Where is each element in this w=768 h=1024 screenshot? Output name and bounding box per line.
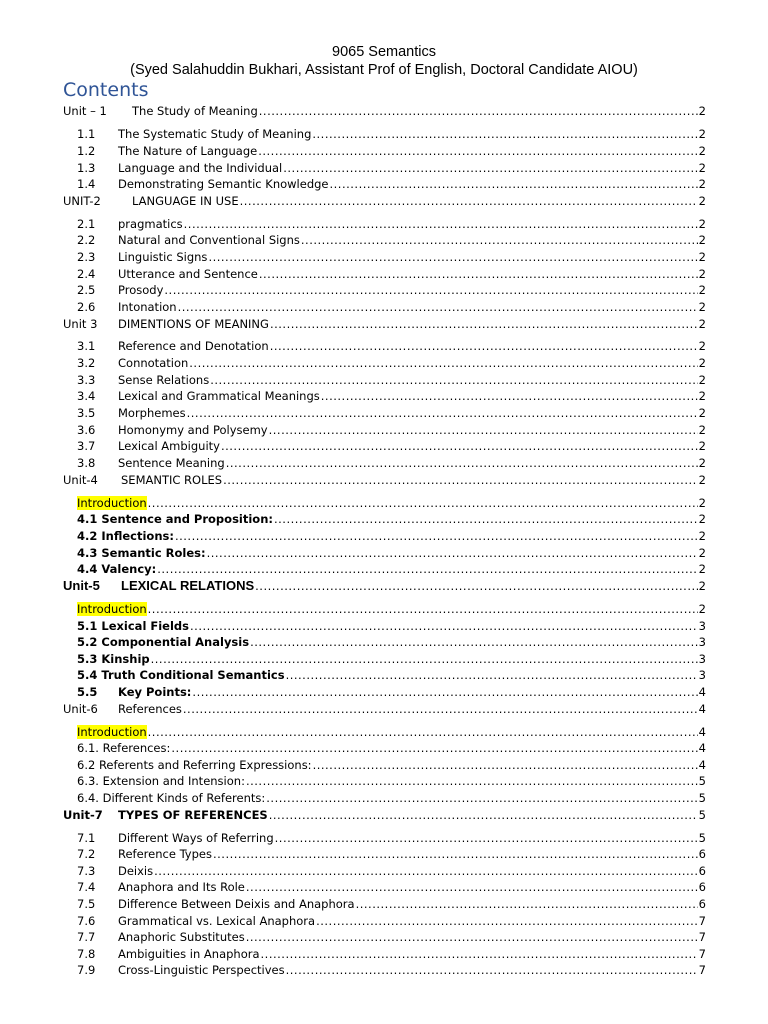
toc-entry-number: 3.6: [77, 423, 96, 437]
toc-entry-page: 2: [698, 217, 706, 231]
toc-entry-page: 2: [698, 127, 706, 141]
toc-leader-dots: [259, 104, 698, 118]
toc-entry[interactable]: [63, 102, 706, 118]
toc-entry-title: LANGUAGE IN USE: [132, 194, 239, 208]
toc-entry-title: Anaphoric Substitutes: [118, 930, 245, 944]
toc-entry[interactable]: [77, 421, 706, 437]
toc-entry-page: 2: [698, 373, 706, 387]
toc-entry-page: 3: [698, 668, 706, 682]
toc-entry-number: 3.3: [77, 373, 96, 387]
toc-entry-number: 2.5: [77, 283, 96, 297]
toc-entry-page: 2: [698, 529, 706, 543]
toc-entry-title: LEXICAL RELATIONS: [121, 578, 255, 593]
toc-entry-number: 3.4: [77, 389, 96, 403]
toc-entry-page: 2: [698, 317, 706, 331]
toc-entry[interactable]: [63, 192, 706, 208]
toc-entry[interactable]: [77, 723, 706, 739]
toc-entry-number: Unit-5: [63, 578, 100, 593]
toc-entry-number: 5.5: [77, 685, 98, 699]
toc-entry-number: 1.4: [77, 177, 96, 191]
toc-entry-page: 7: [698, 914, 706, 928]
toc-entry-page: 4: [698, 685, 706, 699]
toc-entry-page: 4: [698, 725, 706, 739]
toc-entry-number: 2.2: [77, 233, 96, 247]
toc-entry-page: 2: [698, 406, 706, 420]
toc-entry-page: 4: [698, 741, 706, 755]
toc-entry[interactable]: [77, 650, 706, 666]
toc-leader-dots: [250, 635, 698, 649]
toc-entry-page: 2: [698, 339, 706, 353]
toc-entry-title: Language and the Individual: [118, 161, 283, 175]
toc-entry[interactable]: [77, 437, 706, 453]
toc-entry-page: 2: [698, 250, 706, 264]
toc-entry-number: 1.1: [77, 127, 96, 141]
toc-entry[interactable]: [77, 829, 706, 845]
toc-entry-number: 2.3: [77, 250, 96, 264]
toc-entry-page: 2: [698, 104, 706, 118]
toc-entry[interactable]: [77, 215, 706, 231]
toc-entry-number: Unit-4: [63, 473, 98, 487]
toc-entry-number: 7.3: [77, 864, 96, 878]
toc-entry-page: 2: [698, 177, 706, 191]
toc-entry[interactable]: [77, 265, 706, 281]
toc-entry-title: 5.3 Kinship: [77, 652, 150, 666]
toc-entry[interactable]: [77, 371, 706, 387]
toc-entry[interactable]: [77, 756, 706, 772]
toc-entry[interactable]: [77, 633, 706, 649]
toc-leader-dots: [316, 914, 698, 928]
toc-entry-number: 7.9: [77, 963, 96, 977]
toc-entry-title: Connotation: [118, 356, 189, 370]
toc-entry-number: Unit-6: [63, 702, 98, 716]
toc-entry[interactable]: [77, 494, 706, 510]
toc-entry-page: 2: [698, 423, 706, 437]
toc-entry-page: 2: [698, 144, 706, 158]
toc-entry-title: Introduction: [77, 496, 147, 510]
document-title: 9065 Semantics: [332, 44, 436, 60]
toc-entry-title: Linguistic Signs: [118, 250, 208, 264]
toc-entry-page: 5: [698, 774, 706, 788]
toc-leader-dots: [221, 439, 698, 453]
toc-entry-number: 1.2: [77, 144, 96, 158]
toc-entry-number: 7.7: [77, 930, 96, 944]
toc-entry[interactable]: [77, 739, 706, 755]
toc-entry-page: 7: [698, 963, 706, 977]
toc-entry[interactable]: [63, 806, 706, 822]
toc-entry[interactable]: [77, 454, 706, 470]
toc-entry-title: 4.2 Inflections:: [77, 529, 174, 543]
toc-entry-title: 6.3. Extension and Intension:: [77, 774, 245, 788]
toc-entry-page: 7: [698, 947, 706, 961]
toc-leader-dots: [151, 652, 698, 666]
toc-entry[interactable]: [77, 666, 706, 682]
toc-entry-page: 2: [698, 194, 706, 208]
toc-entry-title: The Study of Meaning: [132, 104, 258, 118]
toc-leader-dots: [269, 423, 698, 437]
toc-entry-number: 2.6: [77, 300, 96, 314]
toc-leader-dots: [184, 217, 698, 231]
toc-entry[interactable]: [77, 544, 706, 560]
toc-entry-number: 7.2: [77, 847, 96, 861]
toc-entry-page: 5: [698, 791, 706, 805]
toc-entry[interactable]: [77, 945, 706, 961]
toc-entry[interactable]: [77, 387, 706, 403]
toc-entry[interactable]: [63, 471, 706, 487]
toc-entry[interactable]: [77, 404, 706, 420]
toc-entry-page: 7: [698, 930, 706, 944]
toc-entry[interactable]: [77, 527, 706, 543]
toc-entry[interactable]: [77, 617, 706, 633]
toc-entry[interactable]: [77, 231, 706, 247]
toc-leader-dots: [255, 579, 698, 593]
toc-leader-dots: [269, 808, 698, 822]
toc-entry-title: Natural and Conventional Signs: [118, 233, 300, 247]
toc-entry-title: Reference and Denotation: [118, 339, 269, 353]
toc-leader-dots: [226, 456, 698, 470]
toc-entry-number: Unit 3: [63, 317, 98, 331]
toc-entry-number: 2.1: [77, 217, 96, 231]
toc-entry-title: 6.4. Different Kinds of Referents:: [77, 791, 266, 805]
toc-leader-dots: [148, 725, 698, 739]
toc-leader-dots: [157, 562, 697, 576]
toc-entry-title: Lexical Ambiguity: [118, 439, 220, 453]
toc-leader-dots: [312, 127, 697, 141]
toc-entry[interactable]: [77, 281, 706, 297]
toc-entry-page: 3: [698, 619, 706, 633]
contents-heading: Contents: [63, 79, 149, 101]
toc-leader-dots: [171, 741, 697, 755]
toc-entry-title: The Nature of Language: [118, 144, 258, 158]
toc-entry-title: 6.2 Referents and Referring Expressions:: [77, 758, 312, 772]
toc-entry-number: 7.5: [77, 897, 96, 911]
toc-entry-page: 4: [698, 702, 706, 716]
toc-entry-title: 5.2 Componential Analysis: [77, 635, 250, 649]
toc-entry[interactable]: [77, 125, 706, 141]
toc-entry-page: 2: [698, 546, 706, 560]
toc-leader-dots: [270, 317, 698, 331]
toc-entry-title: Intonation: [118, 300, 177, 314]
toc-entry-page: 2: [698, 356, 706, 370]
toc-leader-dots: [223, 473, 698, 487]
toc-leader-dots: [356, 897, 698, 911]
toc-entry[interactable]: [77, 928, 706, 944]
toc-entry-title: Different Ways of Referring: [118, 831, 274, 845]
toc-leader-dots: [148, 496, 698, 510]
toc-entry[interactable]: [77, 895, 706, 911]
toc-entry-number: 1.3: [77, 161, 96, 175]
toc-entry-title: 6.1. References:: [77, 741, 171, 755]
toc-entry-number: 7.1: [77, 831, 96, 845]
toc-leader-dots: [210, 373, 697, 387]
toc-entry-page: 6: [698, 880, 706, 894]
toc-entry-page: 2: [698, 233, 706, 247]
toc-entry-title: Utterance and Sentence: [118, 267, 258, 281]
toc-entry-page: 6: [698, 897, 706, 911]
toc-leader-dots: [189, 356, 697, 370]
toc-leader-dots: [207, 546, 698, 560]
toc-entry-title: 4.1 Sentence and Proposition:: [77, 512, 273, 526]
toc-entry-title: SEMANTIC ROLES: [121, 473, 223, 487]
toc-entry[interactable]: [63, 700, 706, 716]
toc-entry-title: 5.4 Truth Conditional Semantics: [77, 668, 285, 682]
toc-entry-page: 2: [698, 439, 706, 453]
toc-entry-title: Prosody: [118, 283, 164, 297]
toc-entry-title: Key Points:: [118, 685, 192, 699]
toc-leader-dots: [266, 791, 697, 805]
toc-entry-page: 2: [698, 283, 706, 297]
toc-entry-number: 3.8: [77, 456, 96, 470]
toc-leader-dots: [259, 267, 698, 281]
toc-entry-title: Morphemes: [118, 406, 186, 420]
toc-entry[interactable]: [77, 159, 706, 175]
toc-entry-number: 3.5: [77, 406, 96, 420]
toc-entry-title: Sentence Meaning: [118, 456, 225, 470]
toc-leader-dots: [175, 529, 698, 543]
toc-entry[interactable]: [77, 878, 706, 894]
toc-leader-dots: [213, 847, 698, 861]
toc-leader-dots: [261, 947, 698, 961]
toc-leader-dots: [330, 177, 698, 191]
toc-entry[interactable]: [63, 315, 706, 331]
toc-entry[interactable]: [63, 577, 706, 593]
toc-entry[interactable]: [77, 845, 706, 861]
toc-leader-dots: [208, 250, 697, 264]
toc-entry-page: 2: [698, 389, 706, 403]
toc-entry-page: 5: [698, 831, 706, 845]
toc-entry-page: 2: [698, 602, 706, 616]
toc-entry[interactable]: [77, 248, 706, 264]
toc-entry-number: 2.4: [77, 267, 96, 281]
toc-entry[interactable]: [77, 175, 706, 191]
toc-entry-title: Reference Types: [118, 847, 212, 861]
toc-entry-title: Cross-Linguistic Perspectives: [118, 963, 285, 977]
toc-entry-title: 5.1 Lexical Fields: [77, 619, 190, 633]
toc-entry-title: Anaphora and Its Role: [118, 880, 245, 894]
toc-leader-dots: [190, 619, 698, 633]
toc-entry-page: 2: [698, 512, 706, 526]
toc-entry-title: Ambiguities in Anaphora: [118, 947, 260, 961]
toc-entry-page: 2: [698, 579, 706, 593]
toc-entry-page: 2: [698, 456, 706, 470]
toc-leader-dots: [283, 161, 697, 175]
toc-leader-dots: [246, 774, 698, 788]
toc-entry-page: 3: [698, 652, 706, 666]
toc-leader-dots: [240, 194, 698, 208]
toc-entry[interactable]: [77, 298, 706, 314]
toc-entry-number: Unit-7: [63, 808, 103, 822]
toc-entry-number: 7.4: [77, 880, 96, 894]
toc-entry-page: 2: [698, 161, 706, 175]
toc-leader-dots: [270, 339, 698, 353]
toc-entry[interactable]: [77, 142, 706, 158]
toc-entry-page: 5: [698, 808, 706, 822]
toc-entry[interactable]: [77, 510, 706, 526]
toc-leader-dots: [246, 930, 698, 944]
toc-entry-number: 3.2: [77, 356, 96, 370]
toc-leader-dots: [148, 602, 698, 616]
toc-entry-page: 2: [698, 267, 706, 281]
toc-entry-page: 6: [698, 847, 706, 861]
toc-entry[interactable]: [77, 772, 706, 788]
toc-entry-title: Grammatical vs. Lexical Anaphora: [118, 914, 316, 928]
toc-entry-page: 2: [698, 473, 706, 487]
toc-entry-title: Homonymy and Polysemy: [118, 423, 268, 437]
toc-entry-title: pragmatics: [118, 217, 183, 231]
toc-entry[interactable]: [77, 600, 706, 616]
toc-entry-number: 7.6: [77, 914, 96, 928]
toc-leader-dots: [275, 831, 698, 845]
toc-leader-dots: [192, 685, 697, 699]
toc-entry[interactable]: [77, 354, 706, 370]
toc-entry-title: Demonstrating Semantic Knowledge: [118, 177, 329, 191]
toc-leader-dots: [187, 406, 698, 420]
toc-entry-title: Deixis: [118, 864, 154, 878]
toc-entry[interactable]: [77, 560, 706, 576]
toc-entry-page: 2: [698, 562, 706, 576]
toc-entry-title: Difference Between Deixis and Anaphora: [118, 897, 355, 911]
toc-leader-dots: [246, 880, 698, 894]
toc-leader-dots: [164, 283, 697, 297]
toc-entry-page: 6: [698, 864, 706, 878]
toc-entry[interactable]: [77, 337, 706, 353]
toc-leader-dots: [274, 512, 698, 526]
toc-entry-title: DIMENTIONS OF MEANING: [118, 317, 269, 331]
toc-entry-title: 4.3 Semantic Roles:: [77, 546, 206, 560]
toc-leader-dots: [301, 233, 698, 247]
toc-entry-number: Unit – 1: [63, 104, 107, 118]
toc-entry[interactable]: [77, 683, 706, 699]
toc-entry-title: Introduction: [77, 725, 147, 739]
toc-entry-title: The Systematic Study of Meaning: [118, 127, 312, 141]
toc-leader-dots: [183, 702, 698, 716]
toc-leader-dots: [154, 864, 698, 878]
toc-leader-dots: [321, 389, 698, 403]
toc-leader-dots: [313, 758, 698, 772]
toc-entry-page: 3: [698, 635, 706, 649]
toc-entry[interactable]: [77, 862, 706, 878]
toc-entry-number: UNIT-2: [63, 194, 101, 208]
toc-leader-dots: [258, 144, 697, 158]
toc-entry-number: 3.1: [77, 339, 96, 353]
toc-entry[interactable]: [77, 961, 706, 977]
toc-entry-page: 2: [698, 496, 706, 510]
toc-leader-dots: [178, 300, 698, 314]
toc-entry-page: 4: [698, 758, 706, 772]
toc-entry-page: 2: [698, 300, 706, 314]
toc-leader-dots: [286, 963, 698, 977]
toc-entry-title: Sense Relations: [118, 373, 210, 387]
toc-entry[interactable]: [77, 789, 706, 805]
toc-entry-number: 3.7: [77, 439, 96, 453]
document-author-line: (Syed Salahuddin Bukhari, Assistant Prof of English, Doctoral Candidate AIOU): [130, 62, 638, 78]
toc-entry-title: TYPES OF REFERENCES: [118, 808, 268, 822]
toc-entry[interactable]: [77, 912, 706, 928]
toc-entry-title: Introduction: [77, 602, 147, 616]
toc-entry-number: 7.8: [77, 947, 96, 961]
toc-entry-title: Lexical and Grammatical Meanings: [118, 389, 320, 403]
toc-leader-dots: [286, 668, 698, 682]
toc-entry-title: References: [118, 702, 182, 716]
toc-entry-title: 4.4 Valency:: [77, 562, 157, 576]
